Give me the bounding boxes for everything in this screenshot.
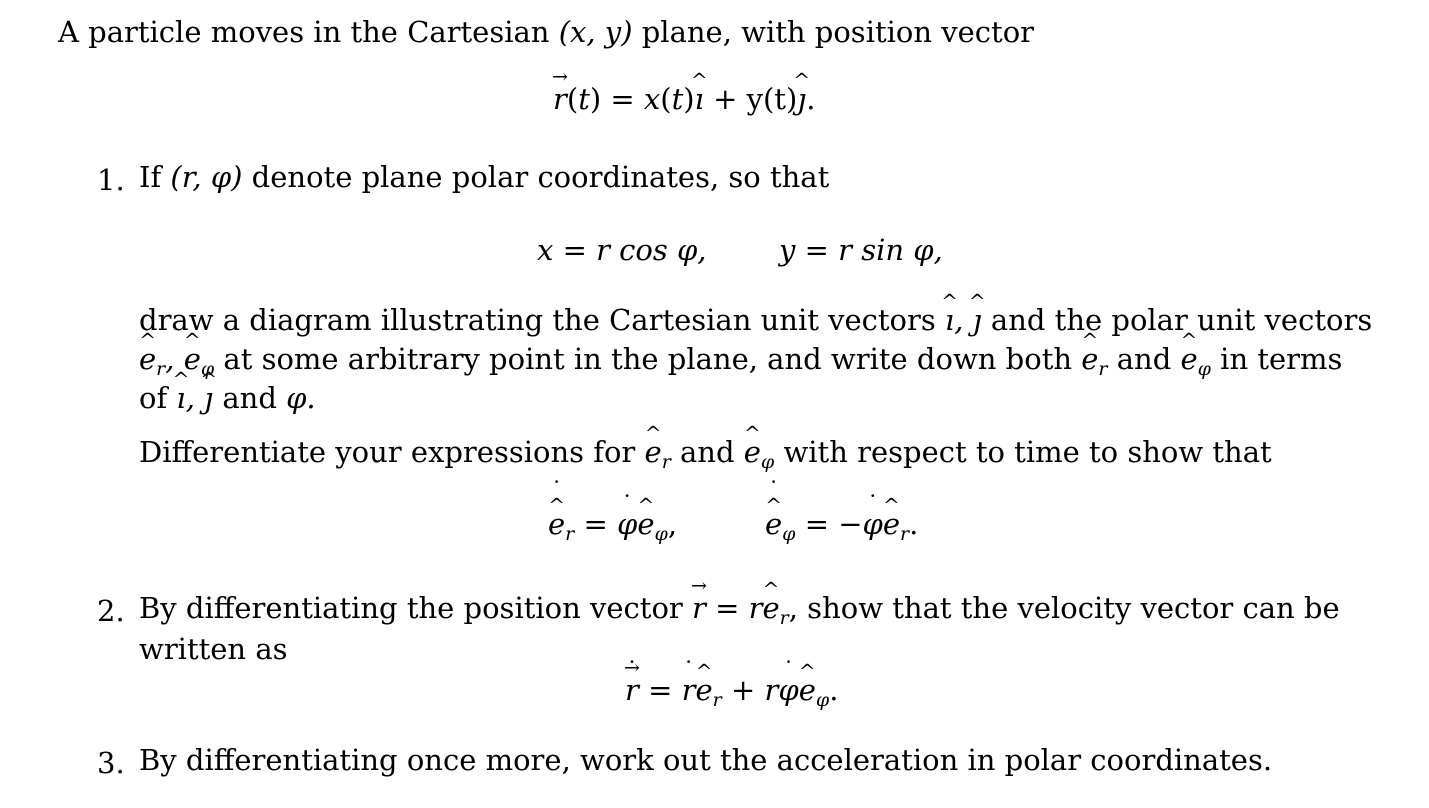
item-2-number: 2. <box>97 594 125 628</box>
eq-pos-plus: + y(t) <box>703 82 798 116</box>
deriv-er-equation: ^ e $˙_r = \varphi$ ˙^ $e_\varphi$, <box>548 510 677 544</box>
intro-text-a: A particle moves in the Cartesian <box>58 15 559 49</box>
p1l2-c: in terms <box>1210 342 1343 376</box>
velocity-equation: → r ˙ = r ˙^ $e_r + r\varphi$ ˙^ $e_\varphi$. <box>625 676 838 710</box>
eq-y-polar: y = r sin φ, <box>779 233 943 267</box>
intro-text-b: plane, with position vector <box>632 15 1035 49</box>
item-1-intro <box>139 160 830 194</box>
item-1-text-a: If <box>139 160 171 194</box>
position-vector-equation: → r(t) = x(t)^ ı + y(t)^ ȷ. <box>553 85 816 114</box>
i-hat-symbol: ^ ı <box>695 85 704 114</box>
item-2-line1-c: , show that the velocity vector can be <box>788 591 1340 625</box>
p1l3-b: and <box>213 381 287 415</box>
item-3-number: 3. <box>97 746 125 780</box>
item-1-para1-line1: draw a diagram illustrating the Cartesian unit vectors ^ ı, ^ ȷ and the polar unit vectors <box>139 306 1372 335</box>
p1l1-b: and the polar unit vectors <box>981 303 1373 337</box>
eq-pos-end: . <box>806 82 816 116</box>
j-hat-symbol: ^ ȷ <box>797 85 806 114</box>
p1l3-a: of <box>139 381 177 415</box>
item-1-coords: (r, φ) <box>170 160 243 194</box>
deriv-ephi-equation: ^ e $˙_\varphi = -\varphi$ ˙^ $e_r$. <box>765 510 918 544</box>
p1l2-a: at some arbitrary point in the plane, and write down both <box>214 342 1082 376</box>
p2-c: with respect to time to show that <box>774 435 1272 469</box>
item-2-line1: By differentiating the position vector → r = r^ $e_r$, show that the velocity vector can be <box>139 594 1340 628</box>
item-1-number: 1. <box>97 163 125 197</box>
intro-coords: (x, y) <box>558 15 633 49</box>
eq-x-polar: x = r cos φ, <box>537 233 707 267</box>
p1l3-c: φ. <box>286 381 316 415</box>
p2-b: and <box>670 435 744 469</box>
item-1-para1-line3: of ^ ı, ^ ȷ and φ. <box>139 384 316 413</box>
item-2-line1-a: By differentiating the position vector <box>139 591 692 625</box>
r-vector-symbol: → r <box>553 85 567 114</box>
item-3-text: By differentiating once more, work out the acceleration in polar coordinates. <box>139 743 1273 777</box>
p1l2-b: and <box>1107 342 1181 376</box>
item-1-para1-line2: ^ $e_r$, ^ $e_\varphi$ at some arbitrary point in the plane, and write down both ^ $e_r$ and ^ $e_\varphi$ in terms <box>139 345 1342 379</box>
p1l1-a: draw a diagram illustrating the Cartesian unit vectors <box>139 303 945 337</box>
intro-paragraph <box>58 15 1035 49</box>
item-2-line2: written as <box>139 632 288 666</box>
p2-a: Differentiate your expressions for <box>139 435 645 469</box>
item-1-text-b: denote plane polar coordinates, so that <box>242 160 830 194</box>
item-1-para2: Differentiate your expressions for ^ $e_r$ and ^ $e_\varphi$ with respect to time to show that <box>139 438 1272 472</box>
